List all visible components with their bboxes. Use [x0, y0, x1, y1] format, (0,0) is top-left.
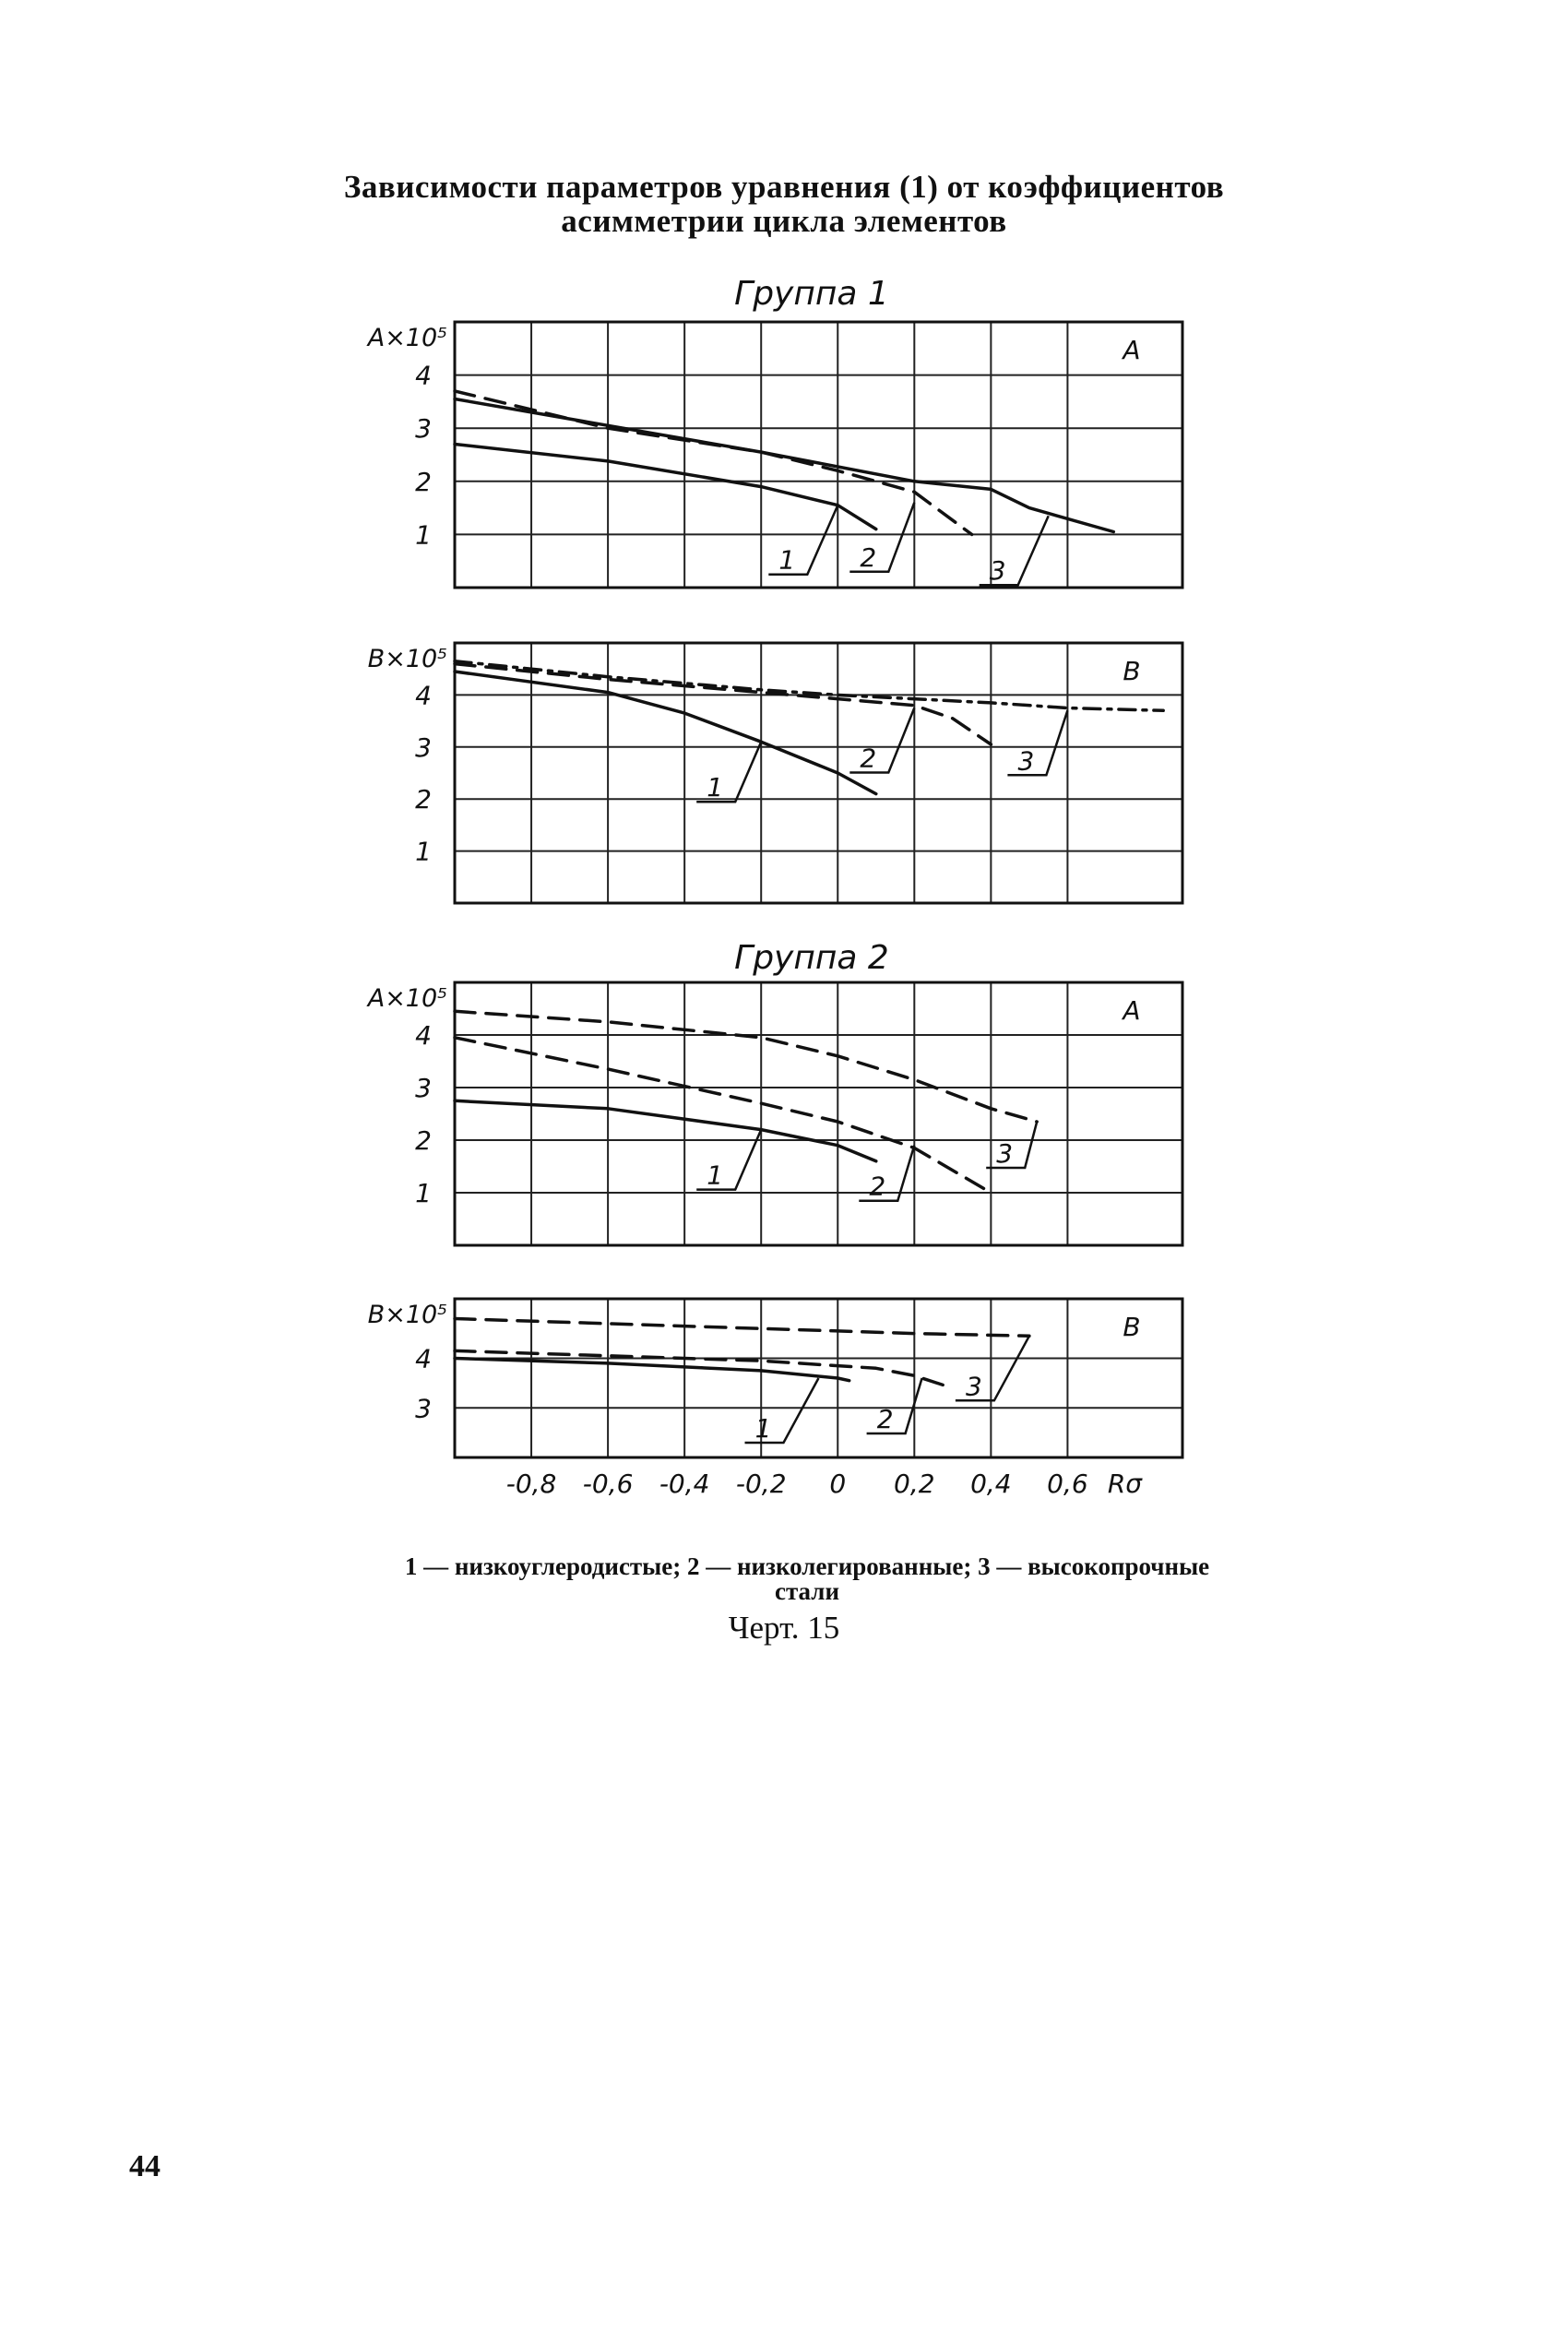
series-number-label: 3	[1017, 745, 1035, 777]
y-tick-label: 3	[415, 413, 432, 445]
series-number-label: 2	[860, 541, 877, 573]
chart-panel-2	[368, 643, 1182, 903]
series-number-label: 2	[860, 743, 877, 774]
series-line-1	[455, 445, 876, 529]
chart-frame	[455, 643, 1182, 903]
y-tick-label: 1	[415, 836, 432, 867]
series-line-1	[455, 1100, 876, 1161]
chart-panel-3	[366, 939, 1182, 1245]
series-number-label: 1	[707, 1160, 724, 1191]
group-title: Группа 2	[734, 939, 889, 977]
y-tick-label: 1	[415, 519, 432, 551]
figure-caption: Черт. 15	[728, 1610, 840, 1646]
x-tick-label: -0,6	[582, 1469, 634, 1499]
y-tick-label: 4	[415, 680, 432, 711]
series-line-1	[455, 1359, 849, 1381]
page-title-line-2: асимметрии цикла элементов	[561, 203, 1007, 239]
x-tick-label: 0,2	[894, 1469, 935, 1499]
y-tick-label: 3	[415, 1073, 432, 1103]
x-tick-label: 0,6	[1047, 1469, 1088, 1499]
y-axis-label: B×10⁵	[367, 645, 447, 673]
y-tick-label: 2	[415, 466, 432, 497]
page-title-line-1: Зависимости параметров уравнения (1) от коэффициентов	[343, 169, 1225, 205]
y-tick-label: 3	[415, 731, 432, 763]
panel-label: A	[1123, 335, 1141, 365]
series-leader-line	[1007, 710, 1067, 775]
x-tick-label: -0,8	[505, 1469, 557, 1499]
y-tick-label: 4	[415, 360, 432, 391]
y-axis-label: A×10⁵	[367, 324, 447, 352]
legend-text-line-1: 1 — низкоуглеродистые; 2 — низколегированные; 3 — высокопрочные	[404, 1552, 1210, 1580]
panel-label: B	[1123, 656, 1141, 686]
panel-label: B	[1123, 1312, 1141, 1342]
series-number-label: 1	[707, 772, 724, 803]
x-axis-label: Rσ	[1107, 1469, 1143, 1499]
group-title: Группа 1	[734, 275, 889, 313]
y-tick-label: 3	[415, 1393, 432, 1424]
series-number-label: 3	[989, 555, 1006, 587]
series-number-label: 1	[754, 1413, 772, 1444]
y-tick-label: 2	[415, 1125, 432, 1156]
y-tick-label: 4	[415, 1343, 432, 1374]
y-axis-label: B×10⁵	[367, 1301, 447, 1329]
x-tick-label: 0	[829, 1469, 847, 1499]
panel-label: A	[1123, 995, 1141, 1026]
chart-panel-4	[368, 1299, 1182, 1499]
x-tick-label: -0,4	[659, 1469, 710, 1499]
chart-panel-1	[366, 275, 1182, 588]
series-number-label: 2	[869, 1171, 886, 1202]
series-line-1	[455, 672, 876, 794]
y-tick-label: 2	[415, 784, 432, 815]
x-tick-label: 0,4	[970, 1469, 1012, 1499]
y-axis-label: A×10⁵	[367, 984, 447, 1013]
y-tick-label: 4	[415, 1020, 432, 1051]
series-number-label: 1	[778, 544, 796, 576]
series-number-label: 3	[996, 1138, 1014, 1170]
series-line-3	[455, 1319, 1029, 1337]
page-number: 44	[129, 2149, 160, 2183]
x-tick-label: -0,2	[735, 1469, 787, 1499]
chart-frame	[455, 982, 1182, 1245]
series-number-label: 2	[876, 1404, 894, 1434]
series-line-2	[455, 664, 991, 744]
series-line-3	[455, 399, 1113, 532]
legend-text-line-2: стали	[774, 1577, 840, 1605]
y-tick-label: 1	[415, 1178, 432, 1208]
series-number-label: 3	[965, 1371, 982, 1402]
